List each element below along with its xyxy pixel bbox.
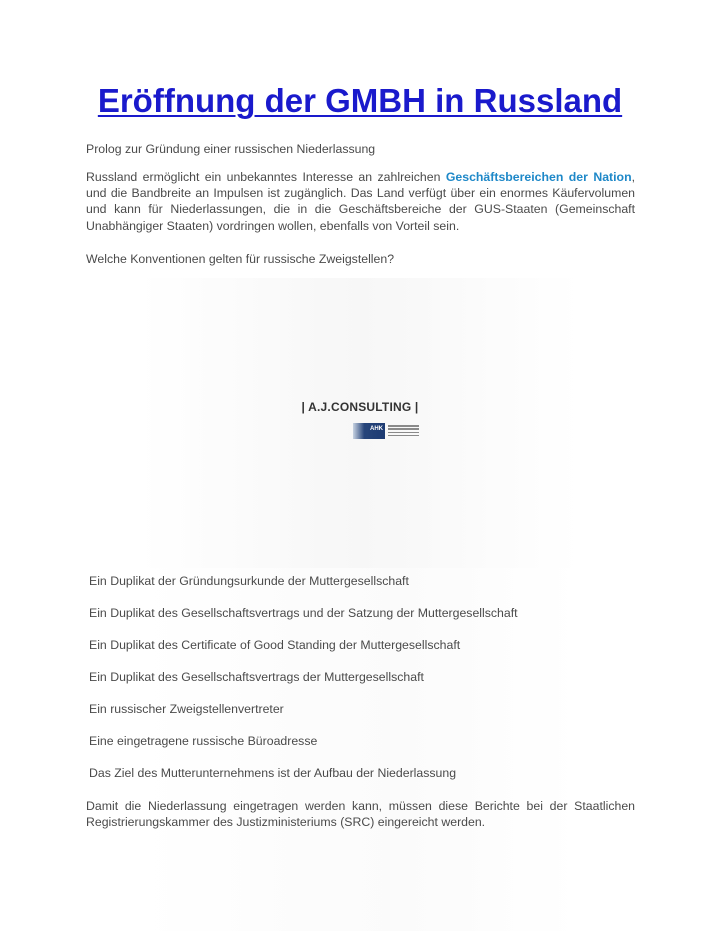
ahk-tagline-lines	[388, 425, 419, 438]
requirement-item: Ein Duplikat der Gründungsurkunde der Muttergesellschaft	[89, 574, 409, 588]
ahk-logo	[353, 423, 419, 439]
intro-text: Prolog zur Gründung einer russischen Niederlassung	[86, 142, 376, 156]
question-text: Welche Konventionen gelten für russische Zweigstellen?	[86, 252, 395, 266]
requirement-item: Ein Duplikat des Certificate of Good Standing der Muttergesellschaft	[89, 638, 461, 652]
business-areas-link[interactable]: Geschäftsbereichen der Nation	[445, 170, 632, 184]
ahk-emblem-icon	[353, 423, 385, 439]
requirement-item: Das Ziel des Mutterunternehmens ist der Aufbau der Niederlassung	[89, 766, 457, 780]
aj-consulting-logo: | A.J.CONSULTING |	[301, 400, 419, 414]
paragraph-overview-start: Russland ermöglicht ein unbekanntes Interesse an zahlreichen	[86, 170, 446, 184]
requirement-item: Ein russischer Zweigstellenvertreter	[89, 702, 284, 716]
page-title[interactable]: Eröffnung der GMBH in Russland	[97, 82, 623, 119]
paragraph-overview-end: , und die Bandbreite an Impulsen ist zugänglich. Das Land verfügt über ein enormes Käufervolumen und kann für Niederlassungen, die in die Geschäftsbereiche der GUS-Staaten (Gemeinschaft Unabhängiger Staaten) vordringen wollen, ebenfalls von Vorteil sein.	[86, 170, 636, 233]
paragraph-overview	[86, 169, 635, 234]
ahk-emblem-text: AHK	[370, 426, 383, 432]
requirement-item: Eine eingetragene russische Büroadresse	[89, 734, 318, 748]
closing-paragraph: Damit die Niederlassung eingetragen werden kann, müssen diese Berichte bei der Staatlichen Registrierungskammer des Justizministeriums (SRC) eingereicht werden.	[86, 799, 635, 830]
requirement-item: Ein Duplikat des Gesellschaftsvertrags und der Satzung der Muttergesellschaft	[89, 606, 518, 620]
requirement-item: Ein Duplikat des Gesellschaftsvertrags der Muttergesellschaft	[89, 670, 424, 684]
watermark-background-lower	[140, 568, 580, 931]
